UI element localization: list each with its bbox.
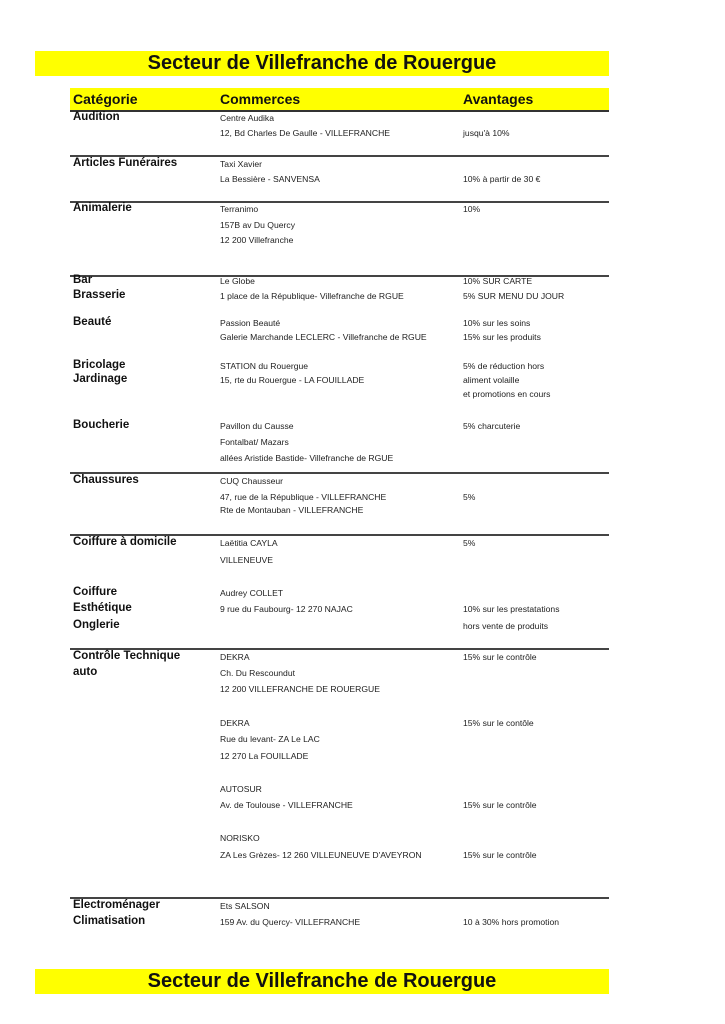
shop-line: Le Globe bbox=[220, 276, 255, 286]
advantage-line: 10% SUR CARTE bbox=[463, 276, 533, 286]
category-label: Audition bbox=[73, 111, 120, 123]
advantage-line: jusqu'à 10% bbox=[463, 128, 510, 138]
shop-line: Ch. Du Rescoundut bbox=[220, 668, 295, 678]
shop-line: DEKRA bbox=[220, 718, 250, 728]
column-header-categorie: Catégorie bbox=[73, 91, 138, 107]
advantage-line: 5% SUR MENU DU JOUR bbox=[463, 291, 565, 301]
category-label: Brasserie bbox=[73, 289, 126, 301]
shop-line: ZA Les Grèzes- 12 260 VILLEUNEUVE D'AVEYRON bbox=[220, 850, 422, 860]
category-label: Climatisation bbox=[73, 915, 146, 927]
shop-line: 12, Bd Charles De Gaulle - VILLEFRANCHE bbox=[220, 128, 391, 138]
category-label: Animalerie bbox=[73, 202, 132, 214]
category-label: Onglerie bbox=[73, 619, 120, 631]
shop-line: Passion Beauté bbox=[220, 318, 281, 328]
category-label: Bricolage bbox=[73, 359, 126, 371]
shop-line: CUQ Chausseur bbox=[220, 476, 284, 486]
shop-line: VILLENEUVE bbox=[220, 555, 274, 565]
shop-line: 157B av Du Quercy bbox=[220, 220, 295, 230]
shop-line: La Bessière - SANVENSA bbox=[220, 174, 320, 184]
advantage-line: 10 à 30% hors promotion bbox=[463, 917, 560, 927]
page-title: Secteur de Villefranche de Rouergue bbox=[147, 52, 497, 74]
shop-line: allées Aristide Bastide- Villefranche de RGUE bbox=[220, 453, 394, 463]
shop-line: Rte de Montauban - VILLEFRANCHE bbox=[220, 505, 364, 515]
category-label: Coiffure à domicile bbox=[73, 536, 177, 548]
shop-line: 9 rue du Faubourg- 12 270 NAJAC bbox=[220, 604, 353, 614]
advantage-line: 5% bbox=[463, 538, 476, 548]
advantage-line: 10% sur les prestatations bbox=[463, 604, 560, 614]
category-label: Jardinage bbox=[73, 373, 128, 385]
advantage-line: 15% sur le contrôle bbox=[463, 850, 537, 860]
category-label: Contrôle Technique bbox=[73, 650, 181, 662]
shop-line: Fontalbat/ Mazars bbox=[220, 437, 289, 447]
category-label: Articles Funéraires bbox=[73, 157, 178, 169]
shop-line: Centre Audika bbox=[220, 113, 274, 123]
shop-line: STATION du Rouergue bbox=[220, 361, 309, 371]
advantage-line: 10% sur les soins bbox=[463, 318, 531, 328]
shop-line: Taxi Xavier bbox=[220, 159, 263, 169]
shop-line: 12 270 La FOUILLADE bbox=[220, 751, 309, 761]
advantage-line: 15% sur les produits bbox=[463, 332, 541, 342]
shop-line: Rue du levant- ZA Le LAC bbox=[220, 734, 320, 744]
shop-line: 1 place de la République- Villefranche de RGUE bbox=[220, 291, 404, 301]
shop-line: AUTOSUR bbox=[220, 784, 262, 794]
shop-line: NORISKO bbox=[220, 833, 260, 843]
shop-line: 12 200 VILLEFRANCHE DE ROUERGUE bbox=[220, 684, 380, 694]
shop-line: 12 200 Villefranche bbox=[220, 235, 294, 245]
shop-line: Ets SALSON bbox=[220, 901, 270, 911]
shop-line: Av. de Toulouse - VILLEFRANCHE bbox=[220, 800, 353, 810]
advantage-line: 5% bbox=[463, 492, 476, 502]
advantage-line: 5% de réduction hors bbox=[463, 361, 545, 371]
column-header-commerces: Commerces bbox=[220, 91, 301, 107]
category-label: Esthétique bbox=[73, 602, 132, 614]
advantage-line: 5% charcuterie bbox=[463, 421, 521, 431]
shop-line: Galerie Marchande LECLERC - Villefranche de RGUE bbox=[220, 332, 427, 342]
shop-line: 15, rte du Rouergue - LA FOUILLADE bbox=[220, 375, 365, 385]
shop-line: Pavillon du Causse bbox=[220, 421, 294, 431]
advantage-line: 15% sur le contrôle bbox=[463, 652, 537, 662]
advantage-line: aliment volaille bbox=[463, 375, 520, 385]
category-label: Coiffure bbox=[73, 586, 118, 598]
advantage-line: 15% sur le contrôle bbox=[463, 800, 537, 810]
column-header-avantages: Avantages bbox=[463, 91, 534, 107]
table-header bbox=[70, 88, 609, 112]
shop-line: Laëtitia CAYLA bbox=[220, 538, 278, 548]
row-separator bbox=[70, 472, 609, 474]
shop-line: Terranimo bbox=[220, 204, 259, 214]
advantage-line: et promotions en cours bbox=[463, 389, 551, 399]
footer-title: Secteur de Villefranche de Rouergue bbox=[147, 970, 497, 992]
footer-title-banner bbox=[35, 969, 609, 994]
shop-line: Audrey COLLET bbox=[220, 588, 284, 598]
category-label: Bar bbox=[73, 274, 93, 286]
category-label: Chaussures bbox=[73, 474, 139, 486]
advantage-line: 10% à partir de 30 € bbox=[463, 174, 541, 184]
row-separator bbox=[70, 201, 609, 203]
page-title-banner bbox=[35, 51, 609, 76]
advantage-line: hors vente de produits bbox=[463, 621, 549, 631]
category-label: Beauté bbox=[73, 316, 112, 328]
category-label: auto bbox=[73, 666, 98, 678]
shop-line: DEKRA bbox=[220, 652, 250, 662]
shop-line: 159 Av. du Quercy- VILLEFRANCHE bbox=[220, 917, 361, 927]
shop-line: 47, rue de la République - VILLEFRANCHE bbox=[220, 492, 387, 502]
category-label: Electroménager bbox=[73, 899, 160, 911]
advantage-line: 15% sur le contôle bbox=[463, 718, 534, 728]
category-label: Boucherie bbox=[73, 419, 130, 431]
advantage-line: 10% bbox=[463, 204, 481, 214]
